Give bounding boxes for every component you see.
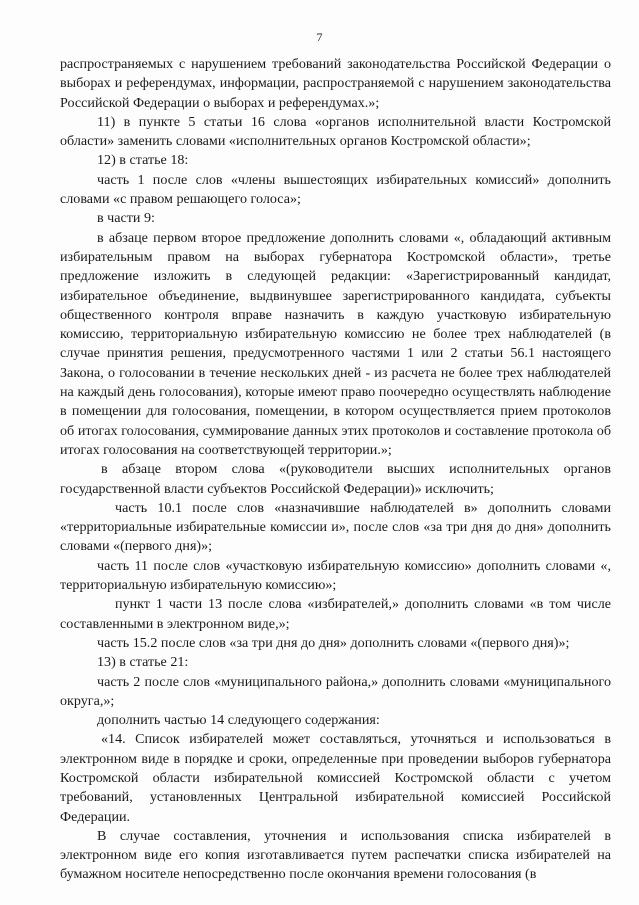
paragraph-second-abzac: в абзаце втором слова «(руководители высших исполнительных органов государственной власти субъектов Российской Федерации)» исключить; <box>60 461 611 497</box>
paragraph-part-2: часть 2 после слов «муниципального района,» дополнить словами «муниципального округа,»; <box>60 673 611 709</box>
paragraph-part-1: часть 1 после слов «члены вышестоящих избирательных комиссий» дополнить словами «с правом решающего голоса»; <box>60 171 611 208</box>
paragraph-part-15-2: часть 15.2 после слов «за три дня до дня» дополнить словами «(первого дня)»; <box>97 634 570 651</box>
paragraph-add-part-14: дополнить частью 14 следующего содержания: <box>97 712 380 729</box>
paragraph-part-10-1: часть 10.1 после слов «назначившие наблюдателей в» дополнить словами «территориальные избирательные комиссии и», после слов «за три дня до дня» дополнить словами «(первого дня)»; <box>60 499 611 555</box>
paragraph-item-12: 12) в статье 18: <box>97 152 189 169</box>
paragraph-part-9: в части 9: <box>97 210 155 227</box>
paragraph-continuation: распространяемых с нарушением требований законодательства Российской Федерации о выборах и референдумах, информации, распространяемой с нарушением законодательства Российской Федерации о выборах и референдумах.»; <box>60 56 611 111</box>
paragraph-electronic-copy: В случае составления, уточнения и использования списка избирателей в электронном виде его копия изготавливается путем распечатки списка избирателей на бумажном носителе непосредственно после окончания времени голосования (в <box>60 827 611 883</box>
document-body <box>60 55 611 885</box>
paragraph-part-11: часть 11 после слов «участковую избирательную комиссию» дополнить словами «, территориальную избирательную комиссию»; <box>60 557 611 594</box>
paragraph-part-14-text: «14. Список избирателей может составляться, уточняться и использоваться в электронном виде в порядке и сроки, определенные при проведении выборов губернатора Костромской области избирательной комиссией Костромской области с учетом требований, установленных Центральной избирательной комиссией Российской Федерации. <box>60 731 611 825</box>
paragraph-item-11: 11) в пункте 5 статьи 16 слова «органов исполнительной власти Костромской области» заменить словами «исполнительных органов Костромской области»; <box>60 113 611 150</box>
paragraph-item-1-part-13: пункт 1 части 13 после слова «избирателей,» дополнить словами «в том числе составленными в электронном виде,»; <box>60 596 611 632</box>
page-number: 7 <box>316 30 323 44</box>
paragraph-item-13: 13) в статье 21: <box>97 654 189 671</box>
paragraph-first-abzac: в абзаце первом второе предложение дополнить словами «, обладающий активным избирательным правом на выборах губернатора Костромской области», третье предложение изложить в следующей редакции: «Зарегистрированный кандидат, избирательное объединение, выдвинувшее зарегистрированного кандидата, субъекты общественного контроля вправе назначить в каждую участковую избирательную комиссию, территориальную избирательную комиссию не более трех наблюдателей (в случае принятия решения, предусмотренного частями 1 или 2 статьи 56.1 настоящего Закона, о голосовании в течение нескольких дней - из расчета не более трех наблюдателей на каждый день голосования), которые имеют право поочередно осуществлять наблюдение в помещении для голосования, помещении, в котором осуществляется прием протоколов об итогах голосования, суммирование данных этих протоколов и составление протокола об итогах голосования на соответствующей территории.»; <box>60 229 611 458</box>
